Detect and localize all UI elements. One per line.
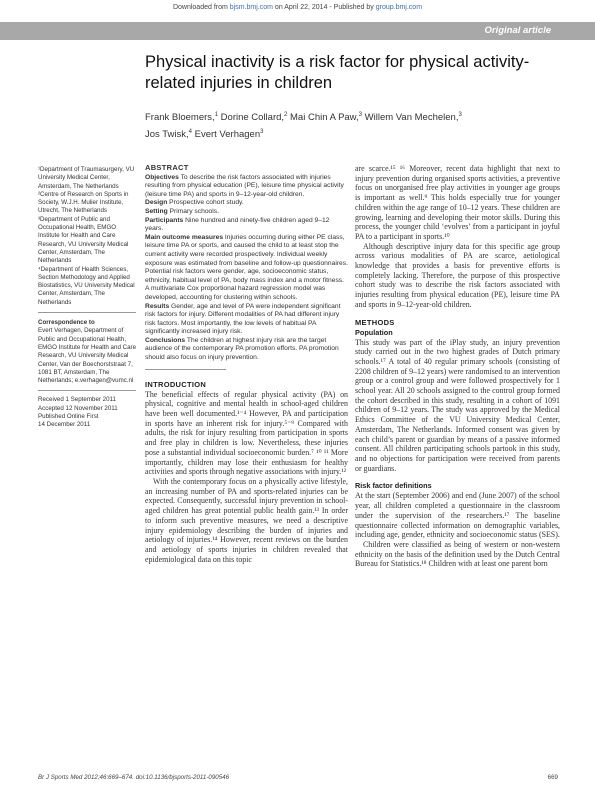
abstract-divider [145, 369, 226, 370]
author: Mai Chin A Paw,$^3$ [287, 112, 363, 124]
author: Willem Van Mechelen,$^3$ [362, 112, 462, 124]
methods-heading: METHODS [355, 317, 395, 327]
risk-factor-body [355, 491, 560, 569]
author: Dorine Collard,$^2$ [218, 112, 288, 124]
paragraph: are scarce.¹⁵ ¹⁶ Moreover, recent data highlight that next to injury prevention during organised sports activities, a preventive focus on unorganised free play activities in younger age groups is important as well.⁹ This holds especially true for younger children within the age range of 10–12 years. These children are growing, learning and developing their motor skills. During this process, the younger child ‘evolves’ from a participant in joyful PA to a participant in sports.¹⁰ [355, 164, 560, 241]
abstract [145, 164, 348, 363]
introduction-heading: INTRODUCTION [145, 379, 207, 389]
paragraph: Although descriptive injury data for this specific age group across various modalities of PA are scarce, aetiological knowledge that provides a basis for preventive efforts is completely lacking. Therefore, the purpose of this prospective cohort study was to describe the risk factors associated with injuries resulting from physical education (PE), leisure time PA and sports in 9–12-year-old children. [355, 241, 560, 309]
download-mid: on April 22, 2014 - Published by [274, 4, 374, 11]
date-published: 14 December 2011 [38, 421, 91, 429]
section-label: Original article [484, 25, 551, 36]
abstract-objectives: Objectives To describe the risk factors associated with injuries resulting from physical education (PE), leisure time physical activity (leisure time PA) and sports in 9–12-year-old children. [145, 173, 344, 198]
affiliation: ³Department of Public and Occupational Health, EMGO Institute for Health and Care Research, VU University Medical Center, Amsterdam, The Netherlands [38, 215, 129, 265]
section-band [0, 22, 595, 40]
download-prefix: Downloaded from [172, 4, 228, 11]
correspondence-heading: Correspondence to [38, 319, 95, 327]
correspondence-text: Evert Verhagen, Department of Public and Occupational Health, EMGO Institute for Health and Care Research, VU University Medical Center, Van der Boechorststraat 7, 1081 BT, Amsterdam, The Netherlands; e.verhagen@vumc.nl [38, 327, 137, 385]
intro-continued [355, 164, 560, 310]
abstract-participants: Participants Nine hundred and ninety-five children aged 9–12 years. [145, 216, 330, 233]
abstract-conclusions: Conclusions The children at highest injury risk are the target audience of the contemporary PA promotion efforts. PA promotion should also focus on injury prevention. [145, 336, 339, 362]
article-title: Physical inactivity is a risk factor for physical activity-related injuries in children [145, 53, 530, 92]
author: Jos Twisk,$^4$ [145, 129, 192, 141]
bjsm-link[interactable]: bjsm.bmj.com [229, 4, 273, 11]
abstract-heading: ABSTRACT [145, 163, 189, 172]
paragraph: This study was part of the iPlay study, an injury prevention study carried out in the two highest grades of Dutch primary schools.¹⁷ A total of 40 regular primary schools (consisting of 2208 children of 9–12 years) were randomised to an intervention group or a control group and were followed prospectively for 1 school year. All 20 schools assigned to the control group formed the cohort described in this study, resulting in a cohort of 1091 children of 9–12 years. The study was approved by the Medical Ethics Committee of the VU University Medical Center, Amsterdam, The Netherlands. Informed consent was given by each child’s parent or guardian by means of a passive informed consent. All children participating schools partook in this study, and no objections for participation were received from parents or guardians. [355, 337, 560, 473]
column-middle [145, 164, 348, 564]
author: Frank Bloemers,$^1$ [145, 112, 219, 124]
abstract-results: Results Gender, age and level of PA were independent significant risk factors for injury. Different modalities of PA had different injury risk factors. Most importantly, the low levels of habitual PA significantly increased injury risk. [145, 302, 341, 336]
citation: Br J Sports Med 2012;46:669–674. doi:10.1136/bjsports-2011-090546 [38, 774, 230, 781]
paragraph: At the start (September 2006) and end (June 2007) of the school year, all children completed a questionnaire in the classroom under the supervision of the researchers.¹⁷ The baseline questionnaire collected information on demographic variables, including age, gender, ethnicity and socioeconomic status (SES). [355, 491, 560, 540]
affiliations-sidebar [38, 166, 136, 430]
paragraph: With the contemporary focus on a physically active lifestyle, an increasing number of PA and sports-related injuries can be expected. Consequently, successful injury prevention in school-aged children has great potential public health gain.¹³ In order to inform such preventive measures, we need a descriptive injury epidemiology describing the burden of injuries and aetiology of injuries.¹⁴ However, recent reviews on the burden and aetiology of sports injuries in children revealed that epidemiological data on this topic [145, 476, 348, 564]
page-number: 669 [547, 774, 558, 781]
date-published-label: Published Online First [38, 413, 99, 421]
affiliation: ⁴Department of Health Sciences, Section Methodology and Applied Biostatistics, VU University Medical Center, Amsterdam, The Netherlands [38, 265, 135, 306]
divider [38, 390, 136, 391]
author-list [145, 108, 565, 142]
population-body [355, 338, 560, 474]
date-accepted: Accepted 12 November 2011 [38, 404, 118, 412]
affiliation: ¹Department of Traumasurgery, VU University Medical Center, Amsterdam, The Netherlands [38, 166, 135, 190]
author: Evert Verhagen$^3$ [191, 129, 264, 141]
column-right [355, 164, 560, 569]
affiliation: ²Centre of Research on Sports in Society, W.J.H. Mulier Institute, Utrecht, The Netherlands [38, 190, 129, 215]
abstract-setting: Setting Primary schools. [145, 207, 219, 215]
paragraph: The beneficial effects of regular physical activity (PA) on physical, cognitive and mental health in school-aged children have been well documented.¹⁻⁴ However, PA and participation in sports have an inherent risk for injury.⁵⁻⁹ Compared with adults, the risk for injury resulting from participation in sports and free play in children is low. Nevertheless, these injuries pose a substantial individual socioeconomic burden.⁷ ¹⁰ ¹¹ More importantly, children may lose their enthusiasm for healthy activities and sports through negative associations with injury.¹² [145, 389, 348, 477]
paragraph: Children were classified as being of western or non-western ethnicity on the basis of the definition used by the Dutch Central Bureau for Statistics.¹⁸ Children with at least one parent born [355, 539, 560, 569]
date-received: Received 1 September 2011 [38, 396, 116, 404]
introduction-body [145, 390, 348, 565]
abstract-design: Design Prospective cohort study. [145, 199, 244, 207]
download-banner [0, 0, 595, 16]
population-heading: Population [355, 327, 393, 337]
page-footer [38, 774, 558, 781]
abstract-outcome: Main outcome measures Injuries occurring during either PE class, leisure time PA or sports, and caused the child to at least stop the current activity were recorded prospectively. Individual weekly exposure was estimated from baseline and follow-up questionnaires. Potential risk factors were gender, age, socioeconomic status, ethnicity, habitual level of PA, body mass index and a motor fitness. A multivariate Cox proportional hazard regression model was developed, accounting for clustering within schools. [145, 233, 348, 301]
risk-factor-heading: Risk factor definitions [355, 481, 432, 491]
divider [38, 312, 136, 313]
publisher-link[interactable]: group.bmj.com [375, 4, 423, 11]
